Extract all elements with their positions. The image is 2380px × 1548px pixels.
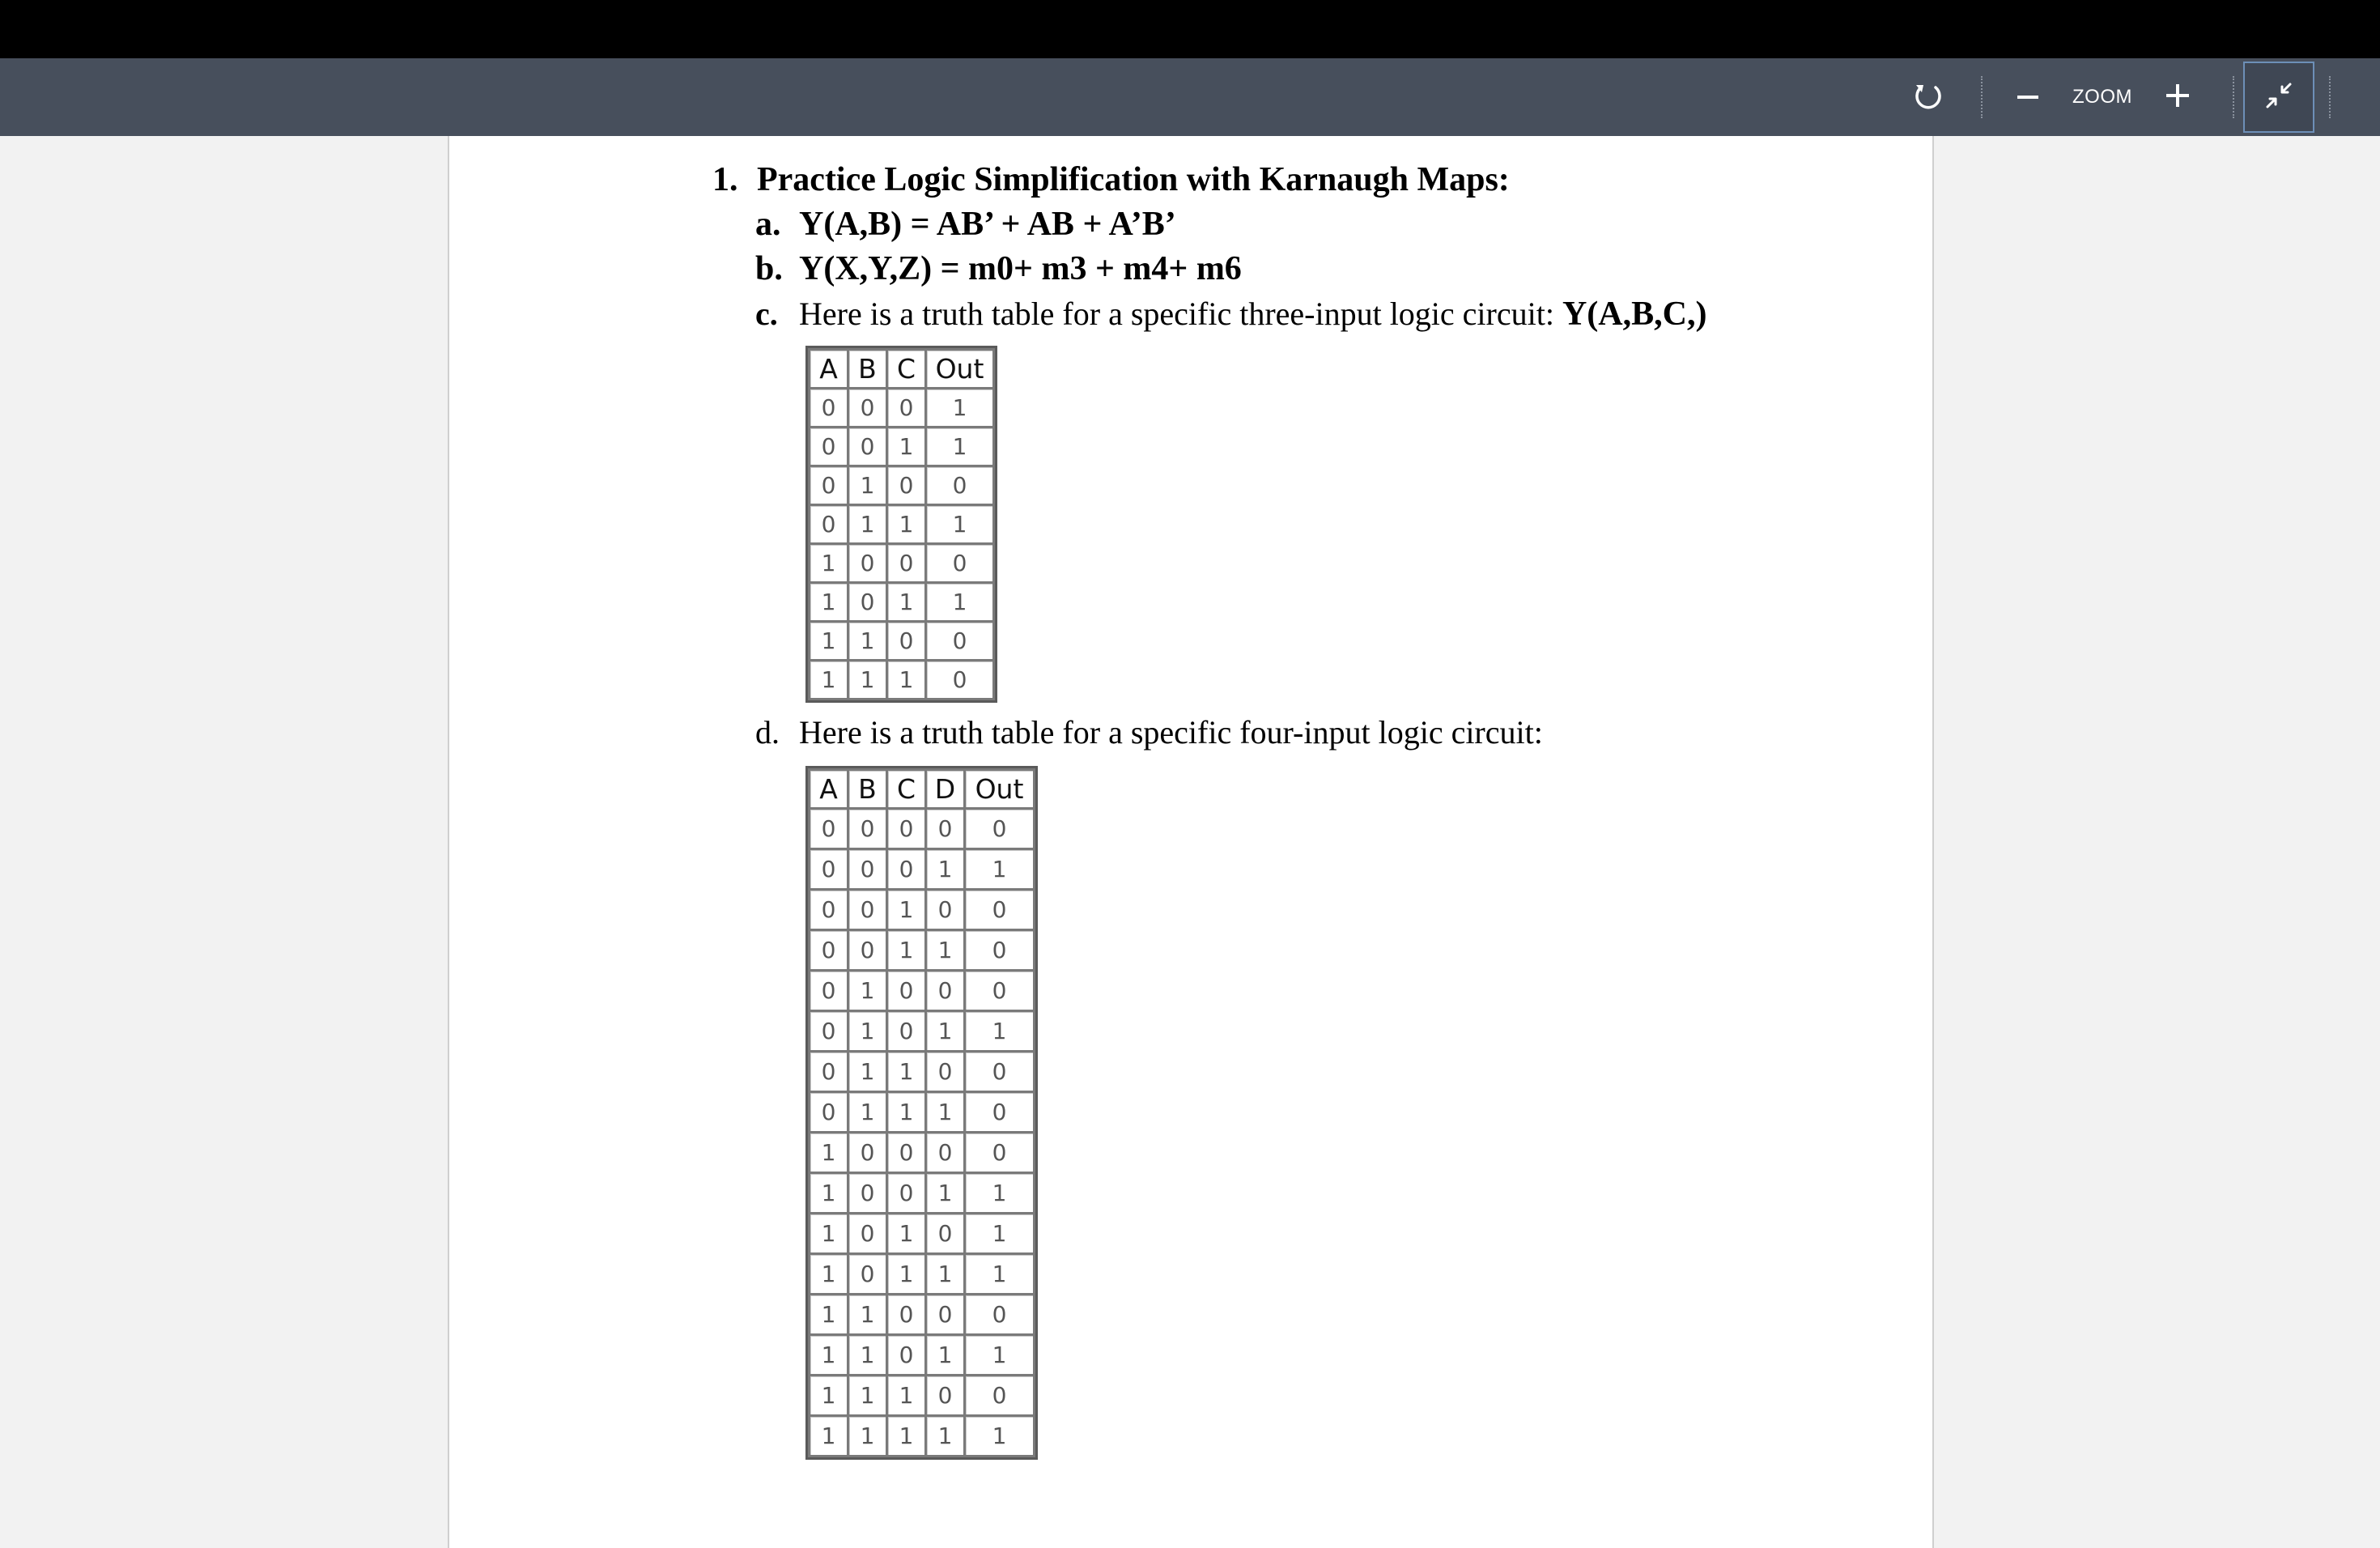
- item-marker: c.: [755, 296, 778, 332]
- table-header-row: [810, 770, 1035, 809]
- table-cell: 1: [810, 661, 848, 700]
- table-cell: 0: [887, 1011, 926, 1052]
- item-marker: b.: [755, 250, 783, 287]
- reset-button[interactable]: [1904, 58, 1953, 136]
- table-cell: 1: [810, 1133, 848, 1173]
- table-cell: 0: [848, 1173, 887, 1214]
- table-cell: 0: [887, 544, 926, 583]
- table-cell: 1: [887, 1416, 926, 1457]
- table-row: [810, 1173, 1035, 1214]
- table-cell: 0: [810, 1052, 848, 1092]
- table-row: [810, 544, 994, 583]
- table-cell: 0: [848, 1254, 887, 1295]
- table-row: [810, 1214, 1035, 1254]
- table-cell: 1: [926, 505, 994, 544]
- table-cell: 1: [965, 1335, 1035, 1376]
- truth-table-four-input: [808, 768, 1035, 1457]
- table-cell: 1: [810, 1173, 848, 1214]
- table-cell: 0: [965, 1092, 1035, 1133]
- table-cell: 0: [926, 1052, 965, 1092]
- table-cell: 1: [887, 1052, 926, 1092]
- table-cell: 1: [926, 583, 994, 622]
- table-cell: 0: [810, 971, 848, 1011]
- truth-table-three-input: [808, 348, 995, 700]
- table-cell: 1: [887, 1254, 926, 1295]
- table-cell: 0: [926, 544, 994, 583]
- item-marker: a.: [755, 206, 781, 243]
- table-cell: 1: [848, 1295, 887, 1335]
- table-cell: 0: [887, 1173, 926, 1214]
- table-cell: 0: [810, 427, 848, 466]
- item-b: [755, 249, 1242, 288]
- table-cell: 0: [887, 1335, 926, 1376]
- toolbar-divider: [2233, 76, 2234, 118]
- table-cell: 1: [848, 971, 887, 1011]
- table-row: [810, 890, 1035, 930]
- table-row: [810, 1335, 1035, 1376]
- table-row: [810, 1052, 1035, 1092]
- table-cell: 0: [887, 849, 926, 890]
- table-cell: 1: [887, 583, 926, 622]
- table-cell: 0: [965, 1376, 1035, 1416]
- plus-icon: [2165, 83, 2191, 113]
- table-cell: 0: [965, 1133, 1035, 1173]
- item-marker: d.: [755, 714, 780, 751]
- table-cell: 0: [848, 1133, 887, 1173]
- table-cell: 1: [887, 505, 926, 544]
- table-cell: 1: [926, 427, 994, 466]
- column-header: A: [810, 770, 848, 809]
- table-cell: 0: [848, 1214, 887, 1254]
- table-row: [810, 1133, 1035, 1173]
- table-cell: 1: [887, 1092, 926, 1133]
- column-header: Out: [965, 770, 1035, 809]
- table-cell: 1: [926, 1254, 965, 1295]
- table-row: [810, 389, 994, 427]
- table-cell: 1: [887, 890, 926, 930]
- table-cell: 1: [848, 1376, 887, 1416]
- table-cell: 0: [848, 583, 887, 622]
- column-header: C: [887, 350, 926, 389]
- viewer-toolbar: [0, 58, 2380, 136]
- table-cell: 0: [926, 971, 965, 1011]
- item-d: [755, 713, 1543, 751]
- question-1-heading: [712, 160, 1510, 199]
- table-cell: 0: [887, 1133, 926, 1173]
- table-cell: 1: [887, 661, 926, 700]
- table-cell: 1: [887, 1376, 926, 1416]
- table-cell: 1: [810, 622, 848, 661]
- table-cell: 1: [848, 505, 887, 544]
- minus-icon: [2017, 96, 2038, 99]
- table-cell: 0: [926, 890, 965, 930]
- table-cell: 1: [810, 544, 848, 583]
- question-number: 1.: [712, 161, 738, 198]
- table-cell: 1: [848, 1052, 887, 1092]
- table-cell: 0: [810, 389, 848, 427]
- table-cell: 1: [926, 1011, 965, 1052]
- table-cell: 0: [887, 389, 926, 427]
- column-header: Out: [926, 350, 994, 389]
- table-cell: 0: [848, 544, 887, 583]
- column-header: B: [848, 770, 887, 809]
- table-cell: 1: [848, 622, 887, 661]
- table-cell: 0: [926, 1295, 965, 1335]
- table-cell: 0: [887, 809, 926, 849]
- table-cell: 1: [848, 1011, 887, 1052]
- table-cell: 0: [810, 849, 848, 890]
- table-row: [810, 1295, 1035, 1335]
- table-row: [810, 622, 994, 661]
- table-cell: 0: [810, 1092, 848, 1133]
- table-cell: 0: [926, 661, 994, 700]
- toolbar-divider: [1981, 76, 1983, 118]
- table-cell: 0: [965, 971, 1035, 1011]
- table-cell: 0: [848, 930, 887, 971]
- question-title: Practice Logic Simplification with Karnaugh Maps:: [757, 161, 1510, 198]
- table-cell: 1: [848, 1092, 887, 1133]
- table-cell: 1: [848, 1416, 887, 1457]
- item-b-text: Y(X,Y,Z) = m0+ m3 + m4+ m6: [799, 250, 1242, 287]
- table-cell: 1: [887, 1214, 926, 1254]
- table-cell: 0: [965, 930, 1035, 971]
- table-cell: 0: [887, 971, 926, 1011]
- item-a-text: Y(A,B) = AB’ + AB + A’B’: [799, 206, 1176, 243]
- table-cell: 1: [965, 1254, 1035, 1295]
- table-row: [810, 1011, 1035, 1052]
- table-cell: 1: [965, 1416, 1035, 1457]
- table-cell: 0: [810, 466, 848, 505]
- item-c-text: [799, 295, 1706, 334]
- table-row: [810, 661, 994, 700]
- table-cell: 0: [926, 1214, 965, 1254]
- table-cell: 1: [810, 583, 848, 622]
- table-cell: 0: [848, 849, 887, 890]
- table-cell: 1: [848, 466, 887, 505]
- table-cell: 0: [926, 1133, 965, 1173]
- item-a: [755, 205, 1176, 244]
- collapse-icon: [2263, 79, 2295, 116]
- column-header: B: [848, 350, 887, 389]
- table-cell: 1: [926, 1335, 965, 1376]
- table-cell: 0: [965, 809, 1035, 849]
- table-header-row: [810, 350, 994, 389]
- table-cell: 1: [965, 1214, 1035, 1254]
- item-c-function: Y(A,B,C,): [1562, 296, 1707, 333]
- table-cell: 1: [887, 930, 926, 971]
- item-c: [755, 295, 1707, 333]
- table-cell: 0: [810, 890, 848, 930]
- zoom-label: ZOOM: [2072, 86, 2132, 108]
- table-cell: 0: [810, 505, 848, 544]
- table-cell: 1: [926, 849, 965, 890]
- table-cell: 1: [926, 1173, 965, 1214]
- table-cell: 1: [810, 1254, 848, 1295]
- table-cell: 0: [926, 1376, 965, 1416]
- exit-fullscreen-button[interactable]: [2243, 62, 2314, 133]
- table-cell: 1: [848, 1335, 887, 1376]
- table-cell: 0: [887, 1295, 926, 1335]
- table-cell: 0: [887, 622, 926, 661]
- toolbar-divider: [2329, 76, 2331, 118]
- table-row: [810, 849, 1035, 890]
- table-row: [810, 1092, 1035, 1133]
- table-row: [810, 971, 1035, 1011]
- table-row: [810, 583, 994, 622]
- table-cell: 0: [848, 427, 887, 466]
- table-cell: 1: [926, 389, 994, 427]
- table-cell: 0: [926, 466, 994, 505]
- table-cell: 1: [810, 1214, 848, 1254]
- table-cell: 1: [965, 849, 1035, 890]
- table-row: [810, 1254, 1035, 1295]
- table-cell: 0: [810, 809, 848, 849]
- column-header: C: [887, 770, 926, 809]
- table-row: [810, 505, 994, 544]
- table-cell: 1: [810, 1295, 848, 1335]
- item-d-text: Here is a truth table for a specific four-input logic circuit:: [799, 714, 1543, 751]
- table-cell: 0: [926, 809, 965, 849]
- table-cell: 1: [887, 427, 926, 466]
- table-cell: 0: [926, 622, 994, 661]
- zoom-in-button[interactable]: [2157, 58, 2198, 136]
- table-cell: 1: [810, 1416, 848, 1457]
- refresh-icon: [1912, 79, 1944, 116]
- window-top-bar: [0, 0, 2380, 58]
- table-cell: 1: [926, 1092, 965, 1133]
- table-row: [810, 466, 994, 505]
- table-cell: 1: [926, 930, 965, 971]
- table-cell: 1: [810, 1335, 848, 1376]
- zoom-out-button[interactable]: [2008, 58, 2048, 136]
- table-row: [810, 427, 994, 466]
- table-row: [810, 1416, 1035, 1457]
- column-header: D: [926, 770, 965, 809]
- column-header: A: [810, 350, 848, 389]
- table-cell: 0: [965, 1052, 1035, 1092]
- table-cell: 0: [965, 890, 1035, 930]
- table-cell: 0: [965, 1295, 1035, 1335]
- document-page: [448, 136, 1934, 1548]
- table-cell: 1: [965, 1173, 1035, 1214]
- table-cell: 0: [848, 389, 887, 427]
- table-cell: 1: [848, 661, 887, 700]
- table-cell: 1: [810, 1376, 848, 1416]
- table-cell: 1: [926, 1416, 965, 1457]
- table-cell: 0: [810, 1011, 848, 1052]
- item-c-description: Here is a truth table for a specific three-input logic circuit:: [799, 296, 1562, 332]
- table-cell: 0: [848, 809, 887, 849]
- table-cell: 0: [810, 930, 848, 971]
- table-cell: 0: [848, 890, 887, 930]
- table-cell: 0: [887, 466, 926, 505]
- table-row: [810, 930, 1035, 971]
- table-cell: 1: [965, 1011, 1035, 1052]
- table-row: [810, 1376, 1035, 1416]
- table-row: [810, 809, 1035, 849]
